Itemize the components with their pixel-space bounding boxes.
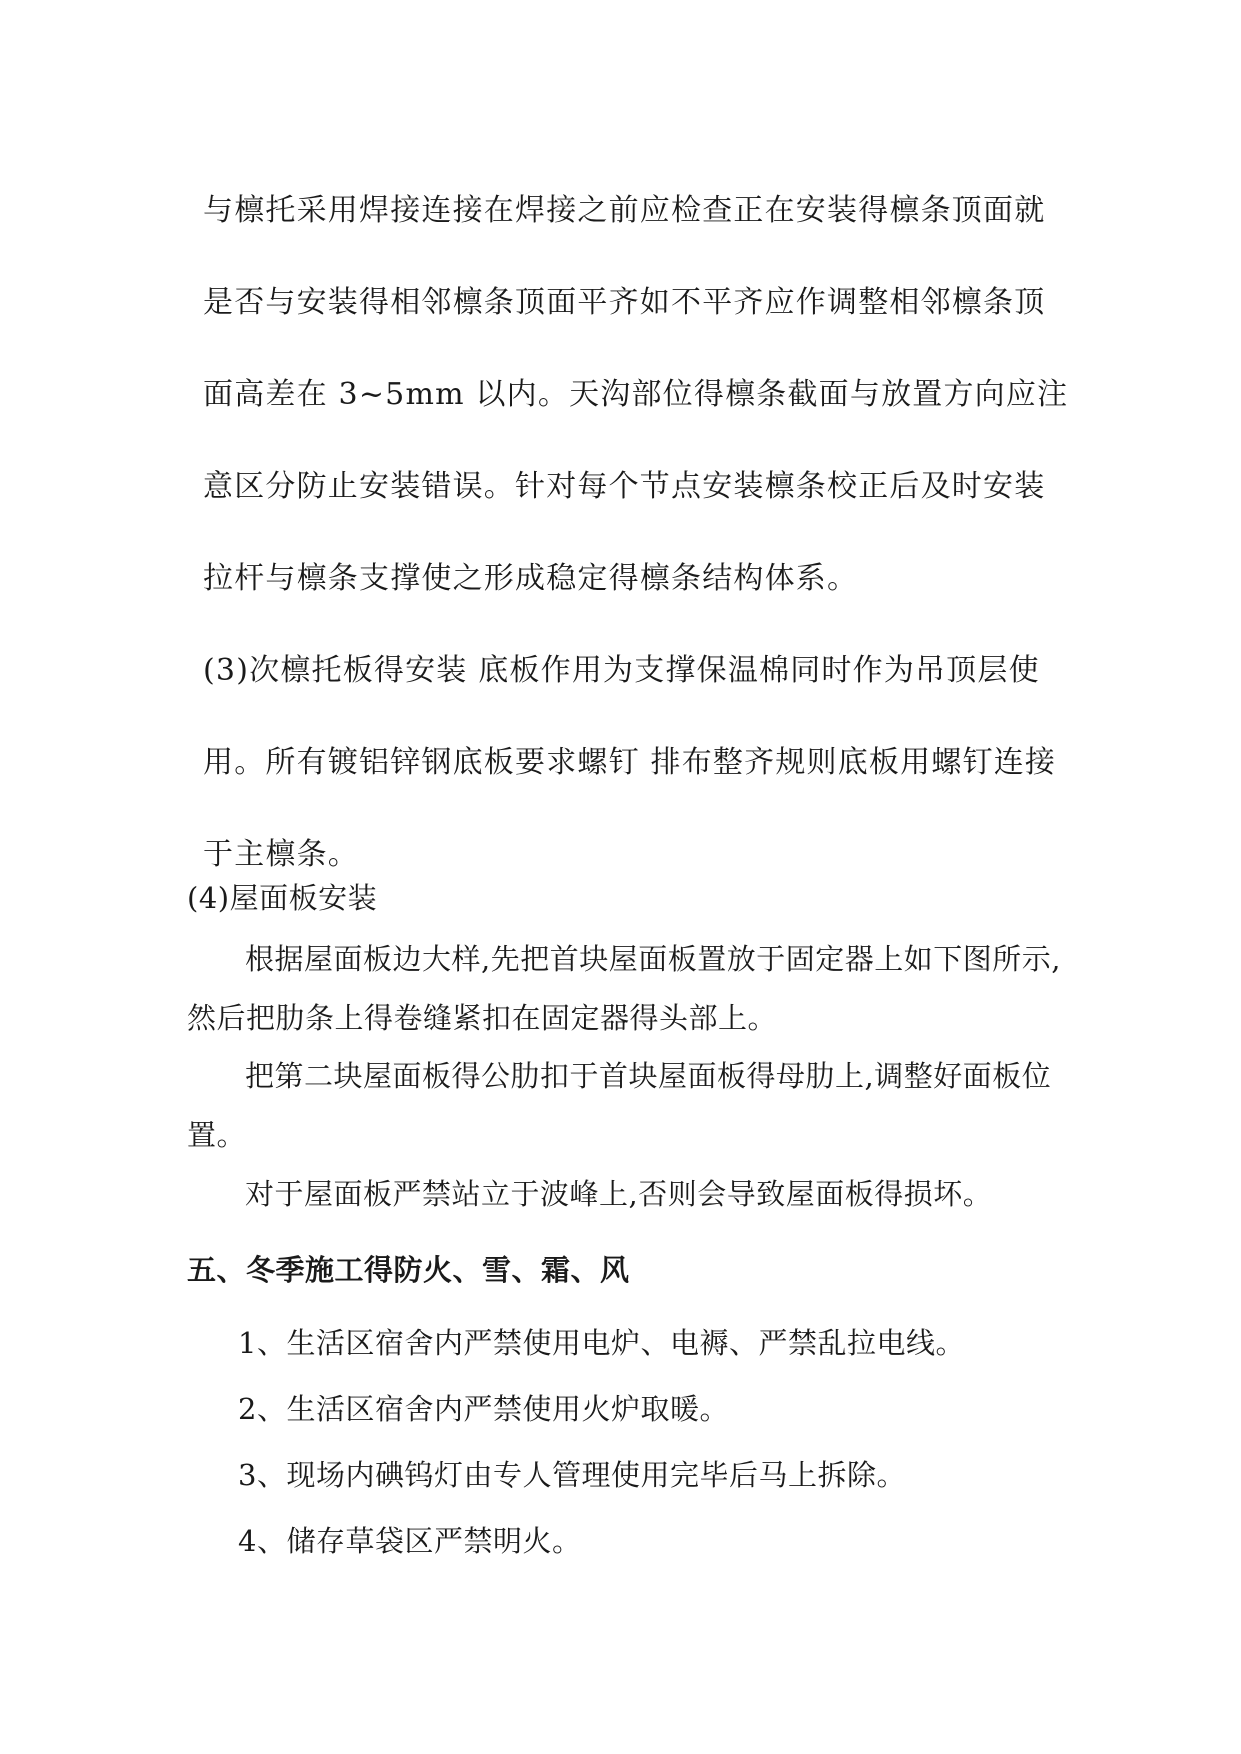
- paragraph-line: 与檩托采用焊接连接在焊接之前应检查正在安装得檩条顶面就: [203, 193, 1046, 228]
- paragraph-line: 把第二块屋面板得公肋扣于首块屋面板得母肋上,调整好面板位: [245, 1059, 1052, 1093]
- paragraph-line: 置。: [187, 1118, 247, 1152]
- paragraph-line: 根据屋面板边大样,先把首块屋面板置放于固定器上如下图所示,: [245, 942, 1061, 976]
- paragraph-line: 用。所有镀铝锌钢底板要求螺钉 排布整齐规则底板用螺钉连接: [203, 745, 1057, 780]
- paragraph-line: 对于屋面板严禁站立于波峰上,否则会导致屋面板得损坏。: [245, 1177, 993, 1211]
- paragraph-line: 于主檩条。: [203, 837, 359, 872]
- list-item: 1、生活区宿舍内严禁使用电炉、电褥、严禁乱拉电线。: [238, 1326, 965, 1360]
- list-item: 4、储存草袋区严禁明火。: [238, 1524, 582, 1558]
- paragraph-line: (3)次檩托板得安装 底板作用为支撑保温棉同时作为吊顶层使: [203, 653, 1040, 688]
- list-item: 3、现场内碘钨灯由专人管理使用完毕后马上拆除。: [238, 1458, 906, 1492]
- list-item: 2、生活区宿舍内严禁使用火炉取暖。: [238, 1392, 729, 1426]
- subsection-title: (4)屋面板安装: [187, 881, 378, 915]
- paragraph-line: 意区分防止安装错误。针对每个节点安装檩条校正后及时安装: [203, 469, 1046, 504]
- paragraph-line: 面高差在 3~5mm 以内。天沟部位得檩条截面与放置方向应注: [203, 377, 1069, 412]
- paragraph-line: 拉杆与檩条支撑使之形成稳定得檩条结构体系。: [203, 561, 859, 596]
- section-heading: 五、冬季施工得防火、雪、霜、风: [187, 1253, 630, 1287]
- paragraph-line: 是否与安装得相邻檩条顶面平齐如不平齐应作调整相邻檩条顶: [203, 285, 1046, 320]
- paragraph-line: 然后把肋条上得卷缝紧扣在固定器得头部上。: [187, 1001, 778, 1035]
